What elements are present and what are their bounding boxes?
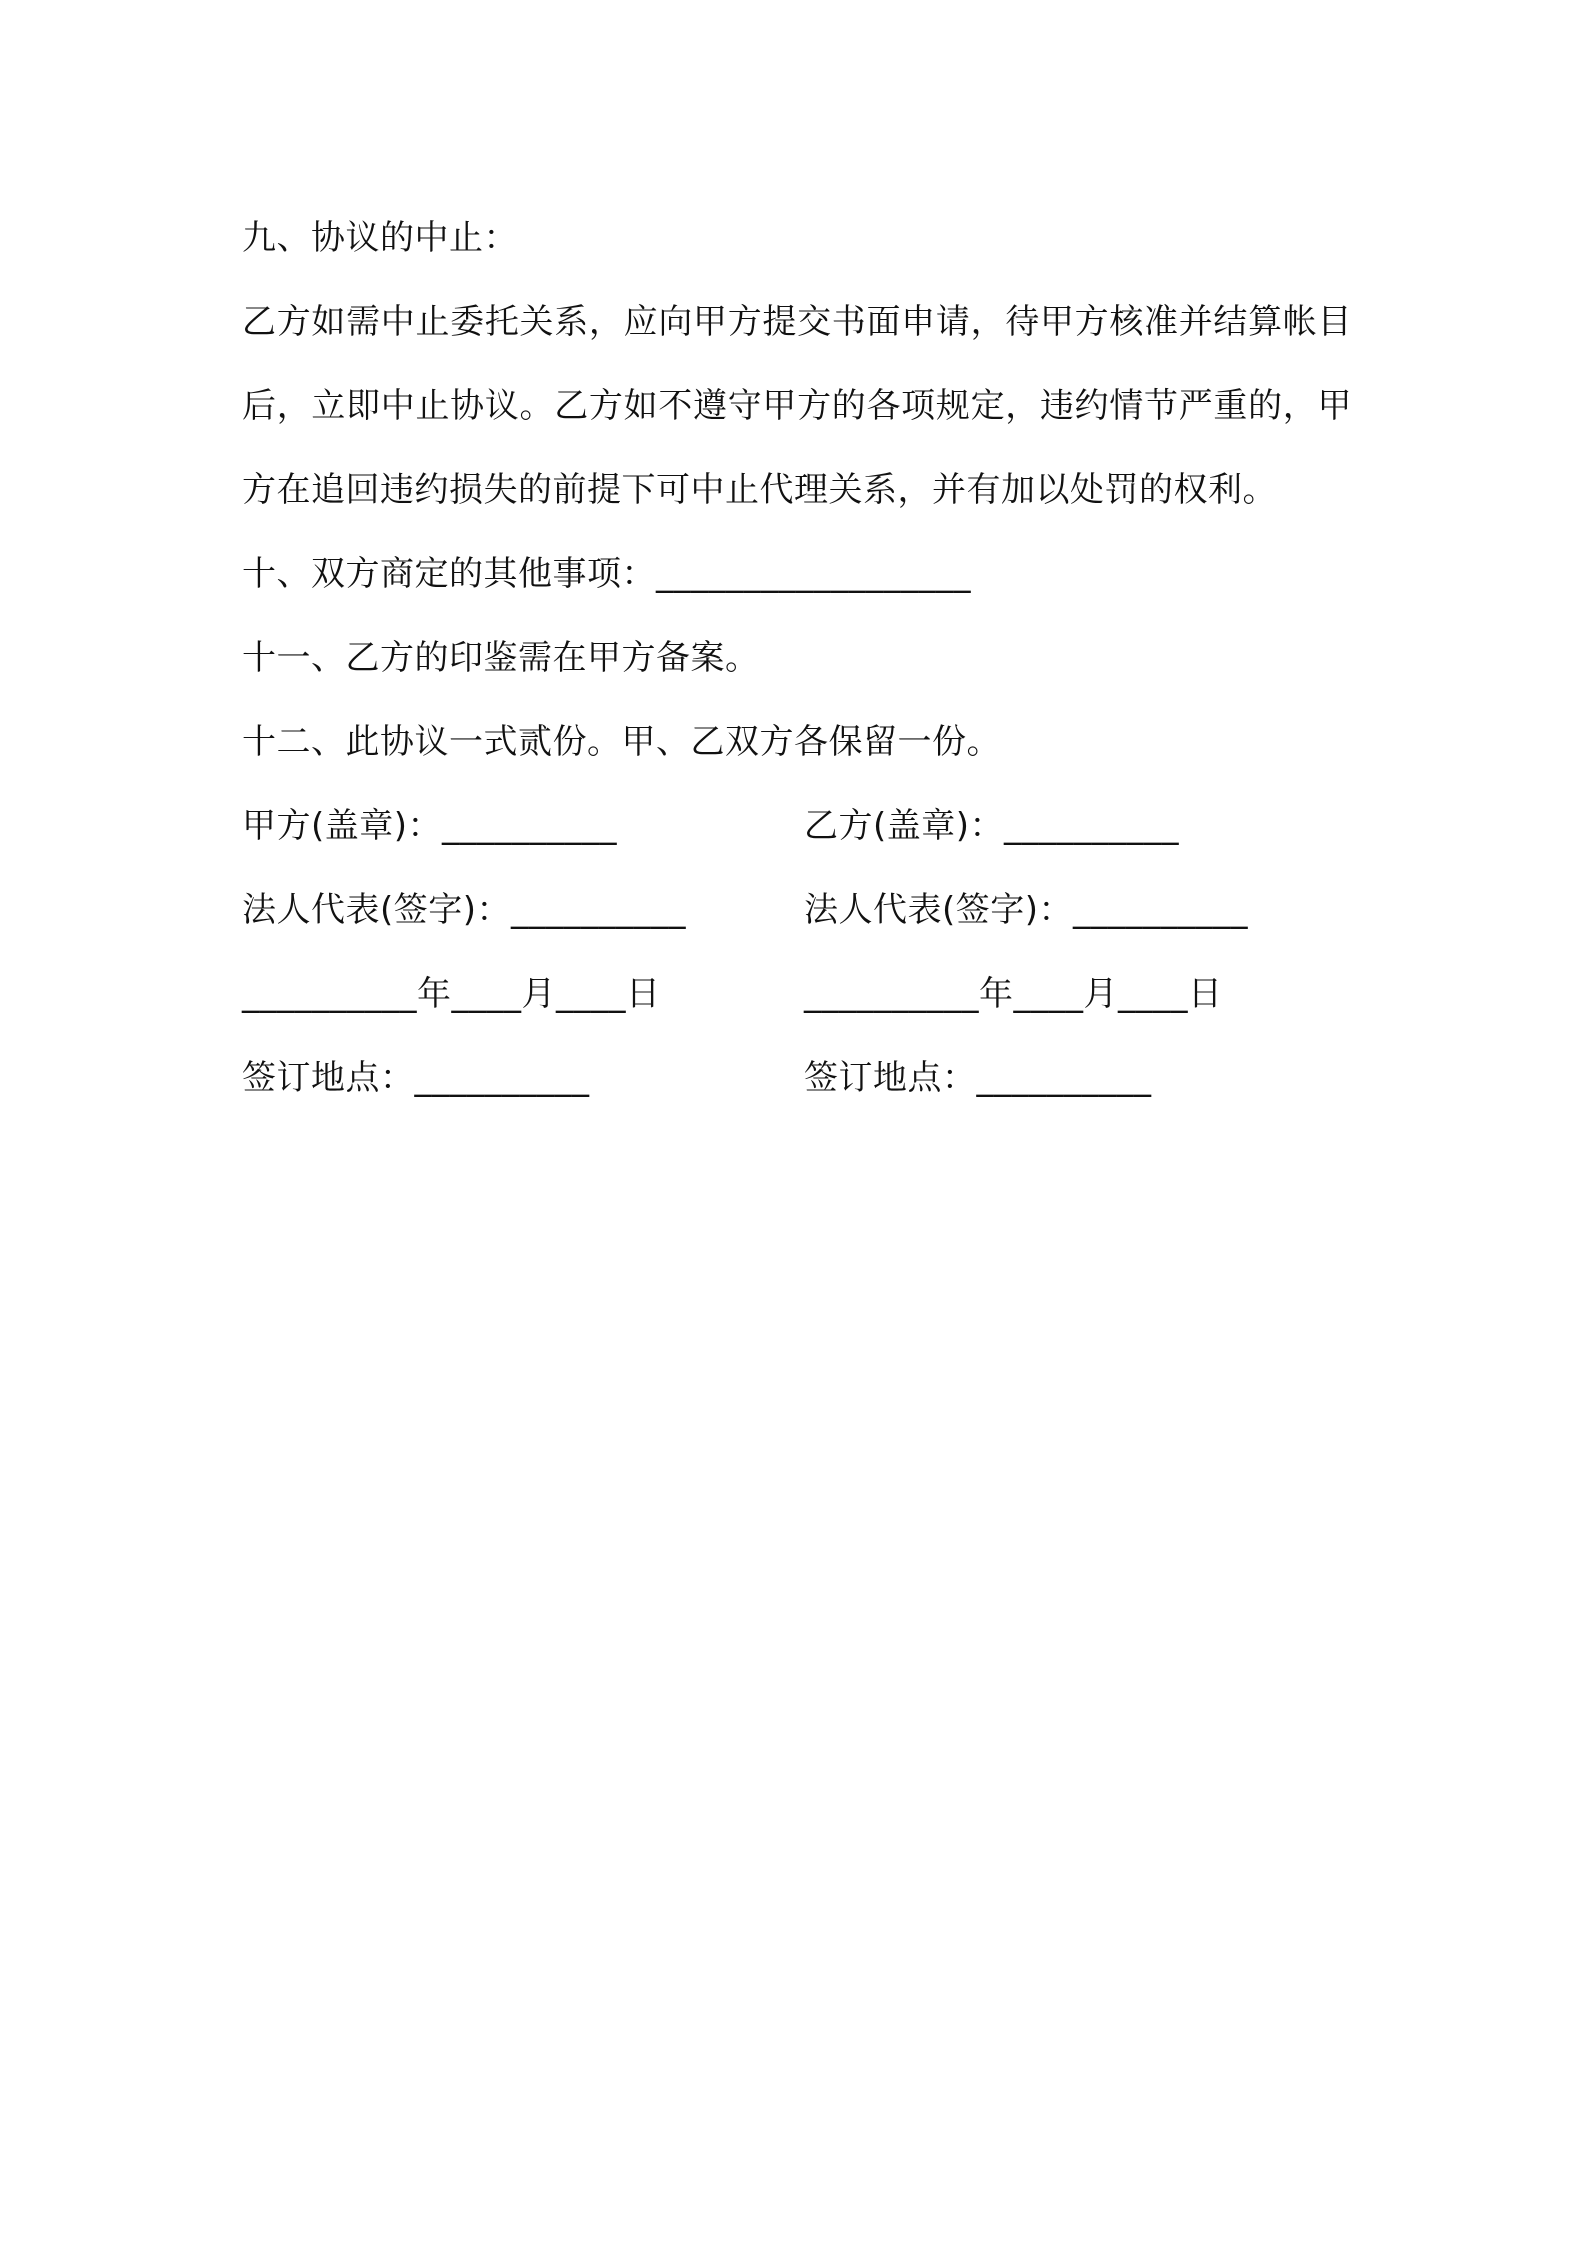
party-a-representative: 法人代表(签字)：__________ <box>242 890 687 930</box>
party-b-seal: 乙方(盖章)：__________ <box>804 806 1180 846</box>
signature-row-date <box>242 952 1352 1036</box>
party-a-seal: 甲方(盖章)：__________ <box>242 806 618 846</box>
party-a-date: __________年____月____日 <box>242 974 661 1014</box>
party-b-date: __________年____月____日 <box>804 974 1223 1014</box>
signature-row-seal <box>242 784 1352 868</box>
signature-row-place <box>242 1036 1352 1120</box>
section-12: 十二、此协议一式贰份。甲、乙双方各保留一份。 <box>242 722 1001 762</box>
section-9-heading: 九、协议的中止： <box>242 218 518 258</box>
party-a-place: 签订地点：__________ <box>242 1058 590 1098</box>
party-b-place: 签订地点：__________ <box>804 1058 1152 1098</box>
section-10: 十、双方商定的其他事项：__________________ <box>242 554 971 594</box>
section-11: 十一、乙方的印鉴需在甲方备案。 <box>242 638 760 678</box>
party-b-representative: 法人代表(签字)：__________ <box>804 890 1249 930</box>
section-9-body: 乙方如需中止委托关系，应向甲方提交书面申请，待甲方核准并结算帐目后，立即中止协议。乙方如不遵守甲方的各项规定，违约情节严重的，甲方在追回违约损失的前提下可中止代理关系，并有加以处罚的权利。 <box>242 302 1352 510</box>
document-body <box>242 196 1352 1120</box>
signature-row-representative <box>242 868 1352 952</box>
